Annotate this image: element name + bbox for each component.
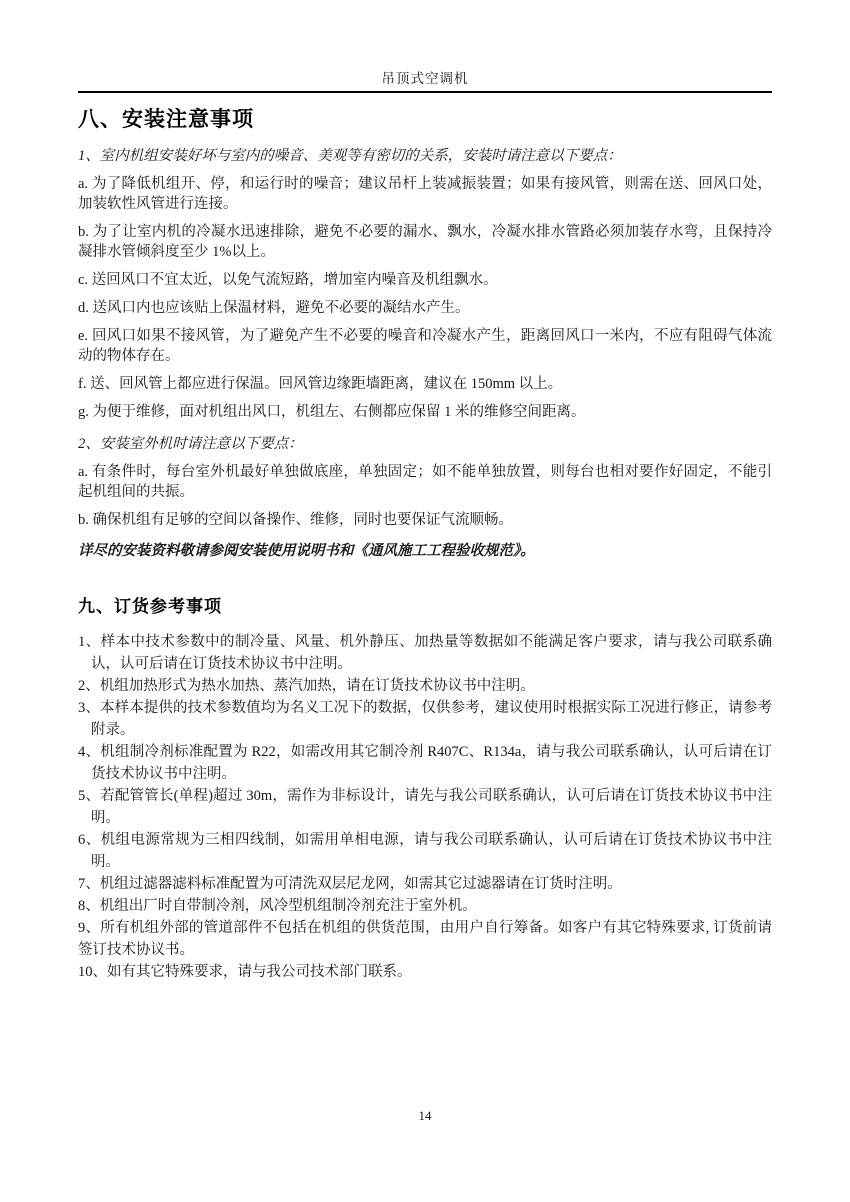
order-reference-list <box>78 631 772 983</box>
page-number: 14 <box>418 1108 432 1123</box>
install-point-b: b. 为了让室内机的冷凝水迅速排除，避免不必要的漏水、飘水，冷凝水排水管路必须加装存水弯，且保持冷凝排水管倾斜度至少 1%以上。 <box>78 224 772 260</box>
section-title-installation-notes: 八、安装注意事项 <box>78 108 254 131</box>
install-point-c: c. 送回风口不宜太近，以免气流短路，增加室内噪音及机组飘水。 <box>78 272 498 288</box>
install-point-d: d. 送风口内也应该贴上保温材料，避免不必要的凝结水产生。 <box>78 300 470 316</box>
order-item-10: 10、如有其它特殊要求，请与我公司技术部门联系。 <box>78 964 412 980</box>
running-header-title: 吊顶式空调机 <box>381 71 469 86</box>
install-reference-note: 详尽的安装资料敬请参阅安装使用说明书和《通风施工工程验收规范》。 <box>78 543 535 559</box>
install-point-a: a. 为了降低机组开、停，和运行时的噪音；建议吊杆上装减振装置；如果有接风管，则需在送、回风口处，加装软性风管进行连接。 <box>78 176 772 212</box>
outdoor-point-a: a. 有条件时，每台室外机最好单独做底座，单独固定；如不能单独放置，则每台也相对要作好固定，不能引起机组间的共振。 <box>78 464 772 500</box>
page-content <box>78 0 772 983</box>
install-point-f: f. 送、回风管上都应进行保温。回风管边缘距墙距离，建议在 150mm 以上。 <box>78 376 563 392</box>
outdoor-point-b: b. 确保机组有足够的空间以备操作、维修，同时也要保证气流顺畅。 <box>78 512 513 528</box>
install-point-e: e. 回风口如果不接风管，为了避免产生不必要的噪音和冷凝水产生，距离回风口一米内，不应有阻碍气体流动的物体存在。 <box>78 328 772 364</box>
install-point-g: g. 为便于维修，面对机组出风口，机组左、右侧都应保留 1 米的维修空间距离。 <box>78 404 586 420</box>
section-title-ordering-reference: 九、订货参考事项 <box>78 597 222 616</box>
install-intro-indoor-unit: 1、室内机组安装好坏与室内的噪音、美观等有密切的关系，安装时请注意以下要点： <box>78 148 622 164</box>
order-item-3: 3、本样本提供的技术参数值均为名义工况下的数据，仅供参考，建议使用时根据实际工况进行修正，请参考附录。 <box>78 700 772 738</box>
order-item-9: 9、所有机组外部的管道部件不包括在机组的供货范围，由用户自行筹备。如客户有其它特殊要求, 订货前请签订技术协议书。 <box>78 920 772 958</box>
order-item-5: 5、若配管管长(单程)超过 30m，需作为非标设计，请先与我公司联系确认，认可后请在订货技术协议书中注明。 <box>78 788 772 826</box>
order-item-2: 2、机组加热形式为热水加热、蒸汽加热，请在订货技术协议书中注明。 <box>78 678 535 694</box>
order-item-4: 4、机组制冷剂标准配置为 R22，如需改用其它制冷剂 R407C、R134a，请与我公司联系确认，认可后请在订货技术协议书中注明。 <box>78 744 772 782</box>
order-item-6: 6、机组电源常规为三相四线制，如需用单相电源，请与我公司联系确认，认可后请在订货技术协议书中注明。 <box>78 832 772 870</box>
order-item-7: 7、机组过滤器滤料标准配置为可清洗双层尼龙网，如需其它过滤器请在订货时注明。 <box>78 876 622 892</box>
install-intro-outdoor-unit: 2、安装室外机时请注意以下要点： <box>78 436 303 452</box>
header-rule <box>78 91 772 93</box>
order-item-8: 8、机组出厂时自带制冷剂，风冷型机组制冷剂充注于室外机。 <box>78 898 477 914</box>
order-item-1: 1、样本中技术参数中的制冷量、风量、机外静压、加热量等数据如不能满足客户要求，请与我公司联系确认，认可后请在订货技术协议书中注明。 <box>78 634 772 672</box>
